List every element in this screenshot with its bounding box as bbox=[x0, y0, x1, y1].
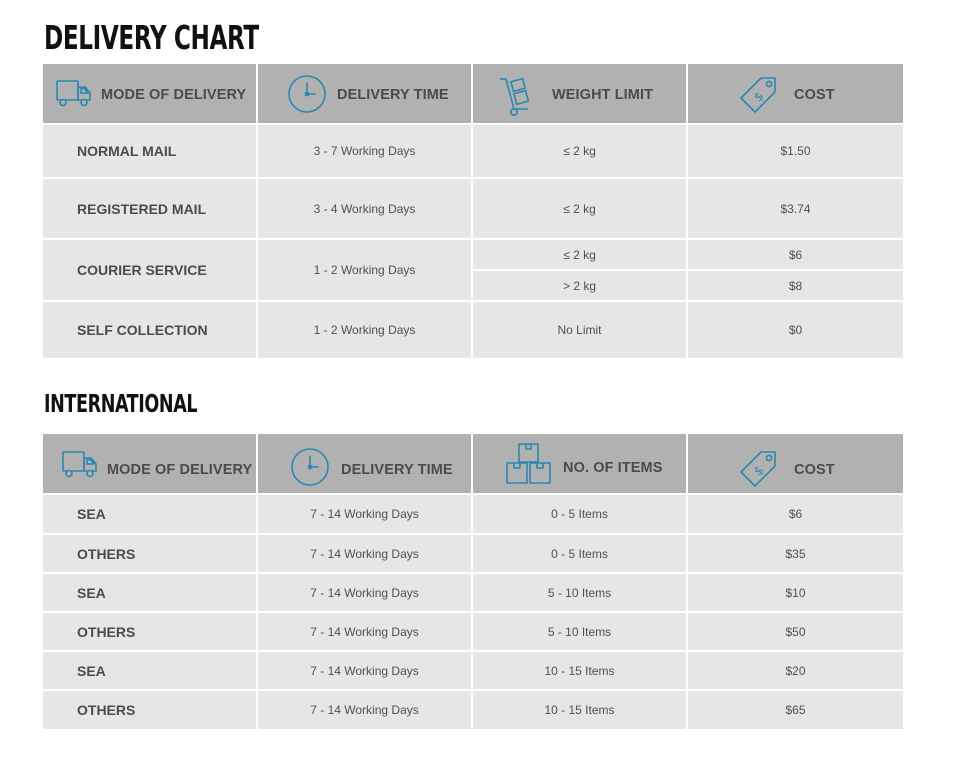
header-delivery-time bbox=[258, 434, 473, 493]
weight-tier: > 2 kg bbox=[473, 269, 686, 300]
mode-cell: SEA bbox=[43, 495, 258, 533]
delivery-chart-title: DELIVERY CHART bbox=[44, 18, 259, 57]
mode-cell: COURIER SERVICE bbox=[43, 240, 258, 300]
domestic-delivery-table bbox=[43, 64, 903, 358]
clock-icon bbox=[290, 447, 330, 487]
mode-cell: SEA bbox=[43, 652, 258, 689]
price-tag-icon bbox=[737, 72, 781, 116]
delivery-time-cell: 7 - 14 Working Days bbox=[258, 574, 473, 611]
table-row bbox=[43, 238, 903, 300]
weight-limit-cell: ≤ 2 kg bbox=[473, 179, 688, 238]
mode-cell: SELF COLLECTION bbox=[43, 302, 258, 358]
boxes-icon bbox=[505, 442, 553, 486]
table-row bbox=[43, 493, 903, 533]
items-cell: 5 - 10 Items bbox=[473, 613, 688, 650]
cost-tier: $6 bbox=[788, 247, 803, 262]
delivery-time-cell: 1 - 2 Working Days bbox=[258, 240, 473, 300]
items-cell: 10 - 15 Items bbox=[473, 652, 688, 689]
mode-cell: OTHERS bbox=[43, 613, 258, 650]
delivery-time-cell: 3 - 7 Working Days bbox=[258, 125, 473, 177]
cost-tier: $8 bbox=[688, 269, 903, 300]
header-time-label: DELIVERY TIME bbox=[337, 87, 449, 103]
mode-cell: NORMAL MAIL bbox=[43, 125, 258, 177]
weight-limit-cell bbox=[473, 240, 688, 300]
items-cell: 0 - 5 Items bbox=[473, 535, 688, 572]
cost-cell: $50 bbox=[785, 624, 806, 639]
header-mode-label: MODE OF DELIVERY bbox=[107, 462, 253, 478]
delivery-time-cell: 7 - 14 Working Days bbox=[258, 535, 473, 572]
table-row bbox=[43, 300, 903, 358]
cost-cell: $35 bbox=[785, 546, 806, 561]
header-weight-label: WEIGHT LIMIT bbox=[552, 87, 654, 103]
header-cost-label: COST bbox=[794, 87, 835, 103]
header-items-label: NO. OF ITEMS bbox=[563, 460, 663, 476]
table-header-row bbox=[43, 64, 903, 123]
delivery-time-cell: 7 - 14 Working Days bbox=[258, 652, 473, 689]
items-cell: 0 - 5 Items bbox=[473, 495, 688, 533]
mode-cell: SEA bbox=[43, 574, 258, 611]
mode-cell: OTHERS bbox=[43, 691, 258, 729]
header-mode-of-delivery bbox=[43, 434, 258, 493]
header-time-label: DELIVERY TIME bbox=[341, 462, 453, 478]
header-cost bbox=[688, 64, 903, 123]
cost-cell: $6 bbox=[788, 507, 803, 521]
weight-limit-cell: ≤ 2 kg bbox=[473, 125, 688, 177]
header-delivery-time bbox=[258, 64, 473, 123]
header-cost bbox=[688, 434, 903, 493]
cost-cell: $1.50 bbox=[780, 144, 811, 158]
table-row bbox=[43, 123, 903, 177]
clock-icon bbox=[287, 74, 327, 114]
header-no-of-items bbox=[473, 434, 688, 493]
mode-cell: OTHERS bbox=[43, 535, 258, 572]
svg-text:$: $ bbox=[751, 463, 767, 479]
cost-cell: $10 bbox=[785, 585, 806, 600]
header-mode-of-delivery bbox=[43, 64, 258, 123]
international-title: INTERNATIONAL bbox=[44, 389, 198, 418]
delivery-time-cell: 1 - 2 Working Days bbox=[258, 302, 473, 358]
table-row bbox=[43, 533, 903, 572]
header-weight-limit bbox=[473, 64, 688, 123]
table-row bbox=[43, 177, 903, 238]
delivery-time-cell: 7 - 14 Working Days bbox=[258, 691, 473, 729]
items-cell: 5 - 10 Items bbox=[473, 574, 688, 611]
international-delivery-table bbox=[43, 434, 903, 729]
table-row bbox=[43, 572, 903, 611]
header-mode-label: MODE OF DELIVERY bbox=[101, 87, 247, 103]
price-tag-icon bbox=[737, 446, 781, 490]
table-row bbox=[43, 650, 903, 689]
hand-truck-icon bbox=[498, 75, 534, 117]
delivery-time-cell: 7 - 14 Working Days bbox=[258, 495, 473, 533]
weight-tier: ≤ 2 kg bbox=[563, 247, 596, 262]
cost-cell: $3.74 bbox=[780, 201, 811, 216]
cost-cell: $0 bbox=[788, 323, 803, 337]
table-row bbox=[43, 689, 903, 729]
delivery-truck-icon bbox=[61, 449, 99, 479]
table-header-row bbox=[43, 434, 903, 493]
mode-cell: REGISTERED MAIL bbox=[43, 179, 258, 238]
delivery-time-cell: 3 - 4 Working Days bbox=[258, 179, 473, 238]
cost-cell: $20 bbox=[785, 663, 806, 678]
svg-text:$: $ bbox=[751, 89, 767, 105]
cost-cell bbox=[688, 240, 903, 300]
delivery-truck-icon bbox=[55, 78, 93, 108]
cost-cell: $65 bbox=[785, 703, 806, 717]
delivery-time-cell: 7 - 14 Working Days bbox=[258, 613, 473, 650]
items-cell: 10 - 15 Items bbox=[473, 691, 688, 729]
header-cost-label: COST bbox=[794, 462, 835, 478]
table-row bbox=[43, 611, 903, 650]
weight-limit-cell: No Limit bbox=[473, 302, 688, 358]
